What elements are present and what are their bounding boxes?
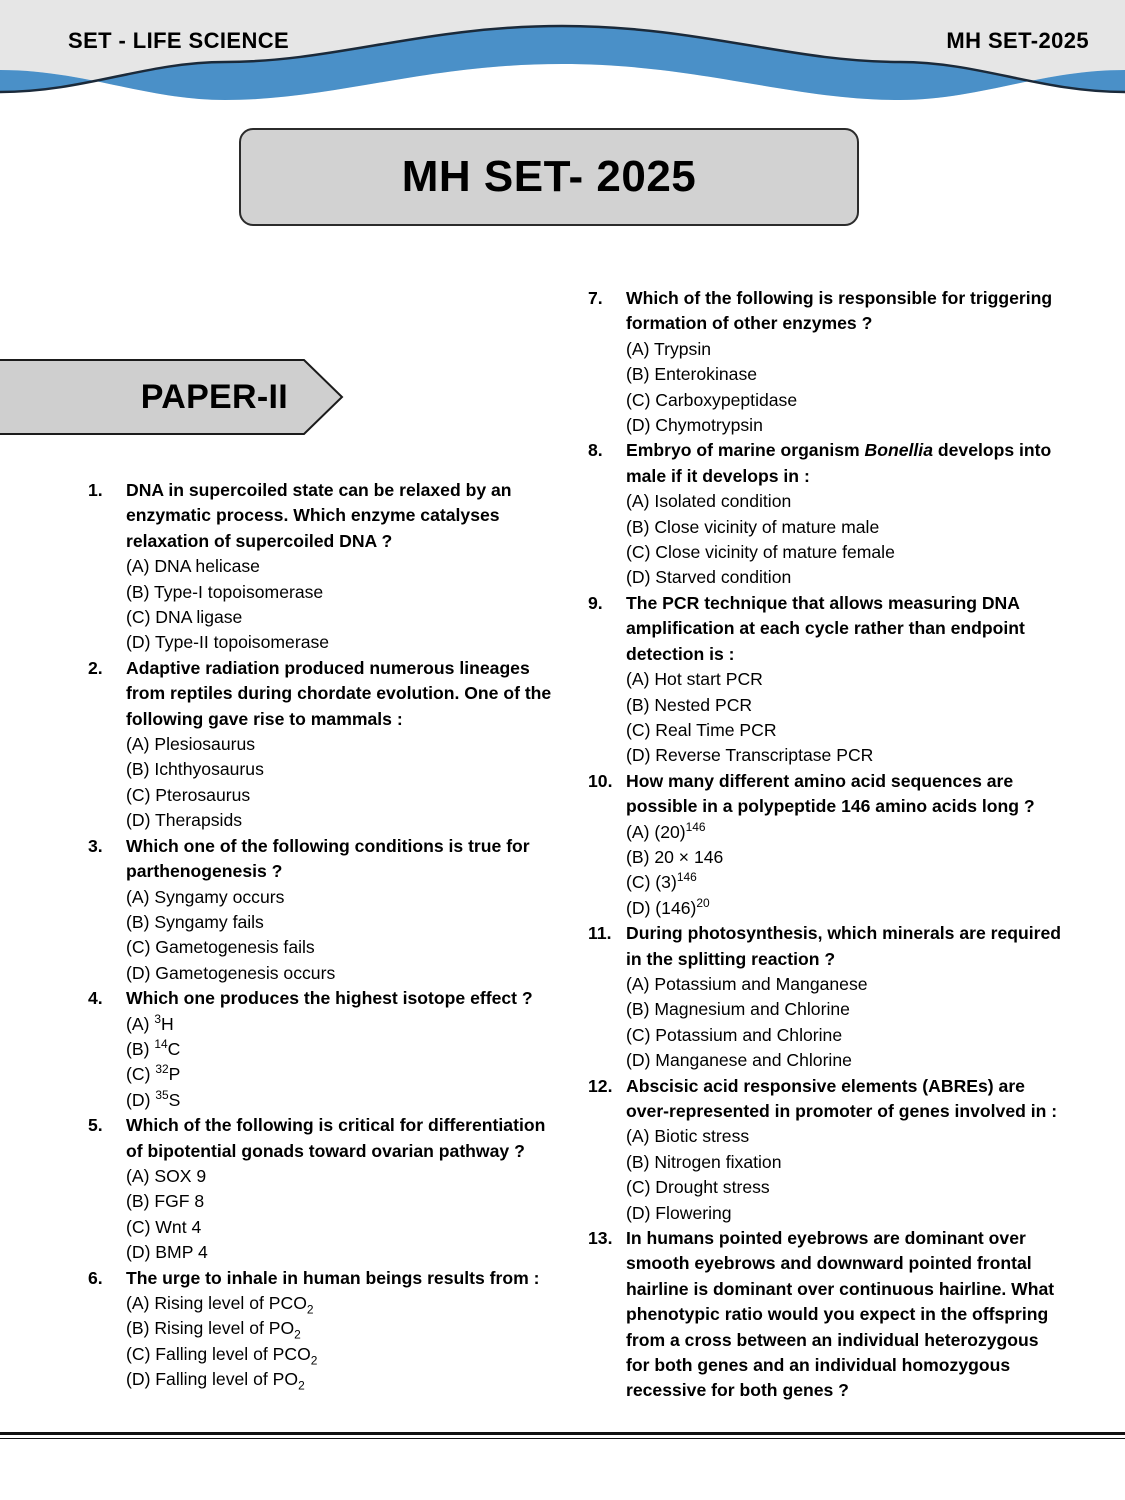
question-number: 8. <box>588 440 603 461</box>
questions-column-right <box>588 286 1066 1404</box>
question-option[interactable]: (D) $(146)^{20}$ <box>626 895 710 918</box>
question-number: 5. <box>88 1115 103 1136</box>
question-text: How many different amino acid sequences are possible in a polypeptide 146 amino acids long ? <box>626 770 1035 817</box>
question-option[interactable]: (A) Syngamy occurs <box>126 886 285 907</box>
question-option[interactable]: (A) DNA helicase <box>126 556 260 577</box>
question-text: Embryo of marine organism Bonellia develops into male if it develops in : <box>626 440 1052 486</box>
question-block <box>588 286 1066 438</box>
question-option[interactable]: (C) Close vicinity of mature female <box>626 542 895 563</box>
footer-divider-thick <box>0 1432 1125 1435</box>
page-header <box>0 0 1125 110</box>
question-block <box>588 591 1066 769</box>
question-number: 1. <box>88 480 103 500</box>
question-option[interactable]: (A) Trypsin <box>626 338 712 359</box>
question-block <box>88 834 566 986</box>
question-block <box>88 1266 566 1393</box>
question-heading <box>588 1226 1066 1404</box>
question-option[interactable]: (A) Isolated condition <box>626 491 792 512</box>
question-option[interactable]: (A) $^3$H <box>126 1011 174 1034</box>
question-number: 10. <box>588 770 613 791</box>
question-option[interactable]: (D) Chymotrypsin <box>626 415 763 436</box>
question-text: Adaptive radiation produced numerous lineages from reptiles during chordate evolution. One of the following gave rise to mammals : <box>126 657 552 729</box>
paper-banner-label: PAPER-II <box>140 377 288 416</box>
question-option[interactable]: (B) Nested PCR <box>626 694 753 715</box>
question-option[interactable]: (D) Type-II topoisomerase <box>126 632 330 653</box>
question-option[interactable]: (B) Nitrogen fixation <box>626 1151 782 1172</box>
question-text: Which of the following is responsible for triggering formation of other enzymes ? <box>626 288 1053 334</box>
question-option[interactable]: (B) FGF 8 <box>126 1191 205 1212</box>
question-option[interactable]: (C) DNA ligase <box>126 607 243 628</box>
question-option[interactable]: (C) Gametogenesis fails <box>126 937 315 958</box>
question-text: Which one produces the highest isotope effect ? <box>126 988 533 1009</box>
question-option[interactable]: (D) Reverse Transcriptase PCR <box>626 745 874 766</box>
question-heading <box>88 478 566 554</box>
question-number: 6. <box>88 1267 103 1288</box>
question-option[interactable]: (B) Ichthyosaurus <box>126 759 264 780</box>
question-number: 3. <box>88 835 103 856</box>
question-block <box>588 1074 1066 1226</box>
question-option[interactable]: (D) $^{35}$S <box>126 1087 181 1110</box>
question-option[interactable]: (C) Pterosaurus <box>126 784 251 805</box>
question-option[interactable]: (C) Carboxypeptidase <box>626 389 798 410</box>
question-block <box>588 921 1066 1073</box>
question-heading <box>588 286 1066 337</box>
question-option[interactable]: (D) Manganese and Chlorine <box>626 1050 852 1071</box>
question-number: 12. <box>588 1075 613 1096</box>
question-option[interactable]: (C) Real Time PCR <box>626 719 777 740</box>
question-heading <box>88 834 566 885</box>
footer-divider-thin <box>0 1438 1125 1439</box>
question-option[interactable]: (A) Potassium and Manganese <box>626 973 868 994</box>
question-option[interactable]: (C) $^{32}$P <box>126 1062 181 1085</box>
question-number: 7. <box>588 288 603 308</box>
question-text: Abscisic acid responsive elements (ABREs) are over-represented in promoter of genes involved in : <box>626 1075 1058 1121</box>
question-option[interactable]: (D) Gametogenesis occurs <box>126 962 336 983</box>
question-heading <box>88 986 566 1011</box>
question-option[interactable]: (C) Falling level of $PCO_2$ <box>126 1343 318 1368</box>
question-option[interactable]: (A) SOX 9 <box>126 1165 207 1186</box>
question-option[interactable]: (D) Falling level of $PO_2$ <box>126 1369 305 1393</box>
question-text: Which of the following is critical for differentiation of bipotential gonads toward ovarian pathway ? <box>126 1115 546 1161</box>
question-option[interactable]: (A) Rising level of $PCO_2$ <box>126 1293 314 1317</box>
question-block <box>88 478 566 656</box>
question-option[interactable]: (D) BMP 4 <box>126 1242 208 1263</box>
question-option[interactable]: (C) Drought stress <box>626 1177 770 1198</box>
question-block <box>588 438 1066 590</box>
question-heading <box>588 438 1066 489</box>
question-heading <box>588 1074 1066 1125</box>
question-option[interactable]: (B) Type-I topoisomerase <box>126 581 324 602</box>
question-option[interactable]: (B) 20 × 146 <box>626 846 724 867</box>
question-heading <box>588 921 1066 972</box>
question-text: During photosynthesis, which minerals are required in the splitting reaction ? <box>626 923 1062 969</box>
question-text: DNA in supercoiled state can be relaxed by an enzymatic process. Which enzyme catalyses relaxation of supercoiled DNA ? <box>126 480 512 551</box>
question-text: In humans pointed eyebrows are dominant over smooth eyebrows and downward pointed frontal hairline is dominant over continuous hairline. What phenotypic ratio would you expect in the offspring from a cross between an individual heterozygous for both genes and an individual homozygous recessive for both genes ? <box>626 1228 1055 1401</box>
question-text: The urge to inhale in human beings results from : <box>126 1267 540 1288</box>
paper-banner <box>0 358 344 436</box>
header-wave-graphic <box>0 0 1125 112</box>
question-option[interactable]: (D) Therapsids <box>126 810 243 831</box>
question-option[interactable]: (C) Potassium and Chlorine <box>626 1024 843 1045</box>
question-option[interactable]: (A) Biotic stress <box>626 1126 750 1147</box>
question-heading <box>88 1266 566 1291</box>
question-option[interactable]: (A) $(20)^{146}$ <box>626 819 706 842</box>
question-option[interactable]: (B) Rising level of $PO_2$ <box>126 1318 301 1342</box>
question-block <box>88 986 566 1113</box>
question-option[interactable]: (B) Magnesium and Chlorine <box>626 999 850 1020</box>
question-number: 9. <box>588 592 603 613</box>
exam-title-text: MH SET- 2025 <box>401 152 697 201</box>
question-option[interactable]: (C) Wnt 4 <box>126 1216 202 1237</box>
question-option[interactable]: (A) Hot start PCR <box>626 669 763 690</box>
question-text: The PCR technique that allows measuring DNA amplification at each cycle rather than endpoint detection is : <box>626 592 1025 664</box>
question-option[interactable]: (B) Close vicinity of mature male <box>626 516 880 537</box>
question-option[interactable]: (C) $(3)^{146}$ <box>626 870 697 893</box>
question-number: 11. <box>588 923 612 944</box>
question-heading <box>588 591 1066 667</box>
question-block <box>88 1113 566 1265</box>
question-option[interactable]: (D) Starved condition <box>626 567 792 588</box>
question-heading <box>88 1113 566 1164</box>
question-option[interactable]: (B) Syngamy fails <box>126 911 264 932</box>
header-left-title: SET - LIFE SCIENCE <box>68 28 290 53</box>
question-number: 2. <box>88 657 103 678</box>
question-option[interactable]: (B) $^{14}$C <box>126 1037 181 1059</box>
question-option[interactable]: (A) Plesiosaurus <box>126 734 256 755</box>
question-option[interactable]: (D) Flowering <box>626 1202 732 1223</box>
questions-column-left <box>88 478 566 1393</box>
header-right-title: MH SET-2025 <box>946 28 1089 53</box>
question-heading <box>88 656 566 732</box>
question-text: Which one of the following conditions is true for parthenogenesis ? <box>126 835 530 882</box>
question-number: 13. <box>588 1228 613 1249</box>
question-option[interactable]: (B) Enterokinase <box>626 364 758 385</box>
question-heading <box>588 769 1066 820</box>
question-block <box>88 656 566 834</box>
question-number: 4. <box>88 988 103 1009</box>
exam-title-box <box>239 128 859 226</box>
question-block <box>588 769 1066 921</box>
question-block <box>588 1226 1066 1404</box>
